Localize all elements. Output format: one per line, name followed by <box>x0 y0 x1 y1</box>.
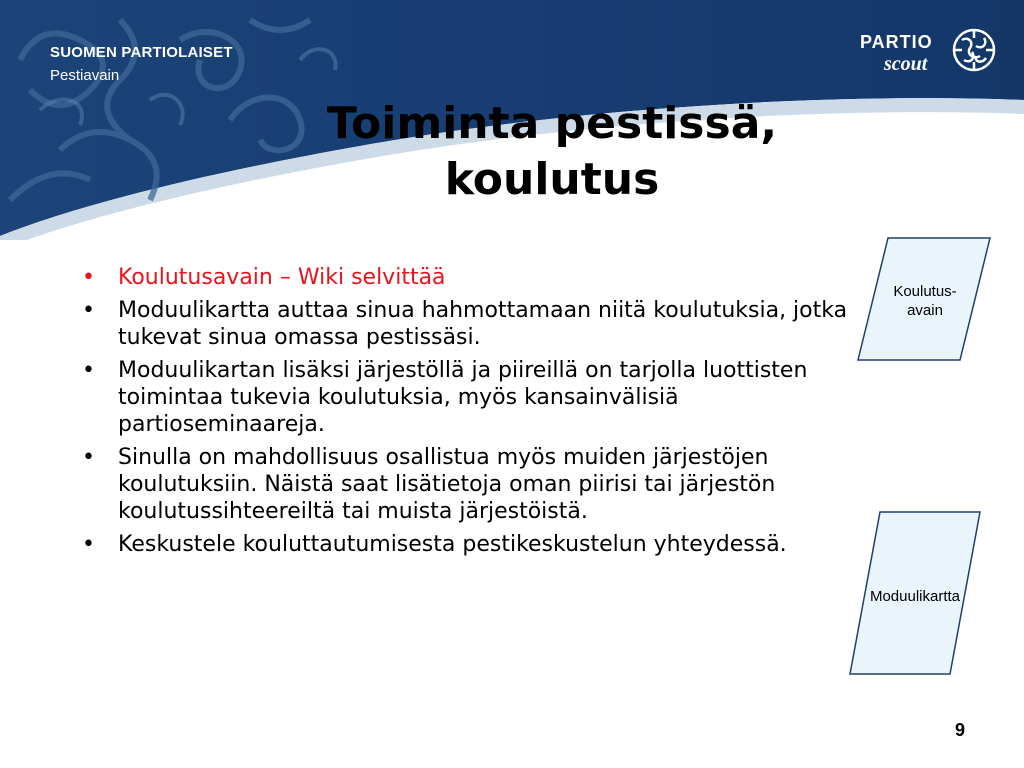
bullet-item <box>82 264 872 291</box>
bullet-dot-icon: • <box>82 358 95 383</box>
bullet-text: Koulutusavain – Wiki selvittää <box>118 265 446 290</box>
slide-title-line-2: koulutus <box>444 154 660 205</box>
bullet-text: Moduulikartan lisäksi järjestöllä ja piireillä on tarjolla luottisten toimintaa tukevia koulutuksia, myös kansainvälisiä partioseminaareja. <box>118 358 808 437</box>
logo-word-scout: scout <box>884 53 928 75</box>
organization-name: SUOMEN PARTIOLAISET <box>50 44 233 61</box>
bullet-text: Moduulikartta auttaa sinua hahmottamaan niitä koulutuksia, jotka tukevat sinua omassa pestissäsi. <box>118 298 848 350</box>
bullet-dot-icon: • <box>82 445 95 470</box>
koulutusavain-label <box>866 282 984 320</box>
partio-scout-logo <box>860 26 1000 86</box>
bullet-list <box>82 264 872 564</box>
bullet-text: Sinulla on mahdollisuus osallistua myös muiden järjestöjen koulutuksiin. Näistä saat lisätietoja oman piirisi tai järjestön koulutussihteereiltä tai muista järjestöistä. <box>118 445 776 524</box>
bullet-item <box>82 357 872 438</box>
koulutusavain-label-line-2: avain <box>907 302 943 319</box>
bullet-text: Keskustele kouluttautumisesta pestikeskustelun yhteydessä. <box>118 532 787 557</box>
bullet-dot-icon: • <box>82 532 95 557</box>
bullet-dot-icon: • <box>82 265 95 290</box>
organization-subtitle: Pestiavain <box>50 67 120 84</box>
slide-title <box>262 96 842 208</box>
slide-title-line-1: Toiminta pestissä, <box>326 98 778 149</box>
bullet-item <box>82 531 872 558</box>
page-number: 9 <box>955 720 966 740</box>
bullet-dot-icon: • <box>82 298 95 323</box>
koulutusavain-label-line-1: Koulutus- <box>893 283 957 300</box>
moduulikartta-label: Moduulikartta <box>869 588 961 605</box>
bullet-item <box>82 444 872 525</box>
bullet-item <box>82 297 872 351</box>
logo-word-partio: PARTIO <box>860 32 933 52</box>
scout-emblem-icon <box>950 26 998 74</box>
